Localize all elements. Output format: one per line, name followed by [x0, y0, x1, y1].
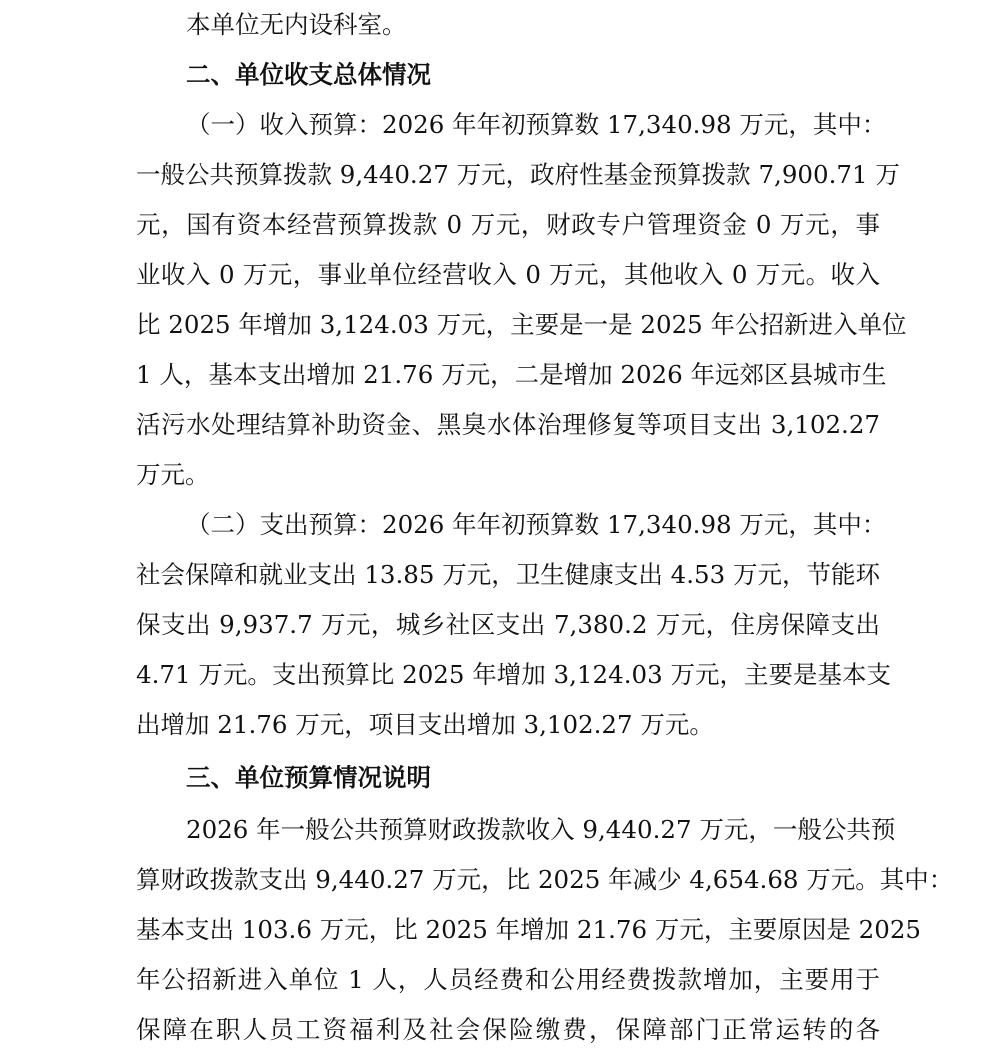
section-heading: 三、单位预算情况说明	[186, 763, 431, 792]
paragraph-line: 基本支出 103.6 万元，比 2025 年增加 21.76 万元，主要原因是 2025	[136, 915, 921, 944]
paragraph-line: 4.71 万元。支出预算比 2025 年增加 3,124.03 万元，主要是基本支	[136, 660, 891, 689]
paragraph-line: 业收入 0 万元，事业单位经营收入 0 万元，其他收入 0 万元。收入	[136, 260, 880, 289]
paragraph-line: 1 人，基本支出增加 21.76 万元，二是增加 2026 年远郊区县城市生	[136, 360, 887, 389]
paragraph-line: 活污水处理结算补助资金、黑臭水体治理修复等项目支出 3,102.27	[136, 410, 880, 439]
paragraph-line: 出增加 21.76 万元，项目支出增加 3,102.27 万元。	[136, 710, 714, 739]
paragraph-line: 元，国有资本经营预算拨款 0 万元，财政专户管理资金 0 万元，事	[136, 210, 880, 239]
paragraph-line: 一般公共预算拨款 9,440.27 万元，政府性基金预算拨款 7,900.71 万	[136, 160, 900, 189]
paragraph-line: 年公招新进入单位 1 人，人员经费和公用经费拨款增加，主要用于	[136, 965, 880, 994]
paragraph-line: （一）收入预算：2026 年年初预算数 17,340.98 万元，其中：	[186, 110, 887, 139]
section-heading: 二、单位收支总体情况	[186, 60, 431, 89]
paragraph-line: （二）支出预算：2026 年年初预算数 17,340.98 万元，其中：	[186, 510, 887, 539]
paragraph-line: 算财政拨款支出 9,440.27 万元，比 2025 年减少 4,654.68 万元。其中：	[136, 865, 954, 894]
paragraph-line: 保障在职人员工资福利及社会保险缴费，保障部门正常运转的各	[136, 1015, 880, 1044]
paragraph-line: 保支出 9,937.7 万元，城乡社区支出 7,380.2 万元，住房保障支出	[136, 610, 880, 639]
paragraph-line: 万元。	[136, 460, 210, 489]
paragraph-line: 2026 年一般公共预算财政拨款收入 9,440.27 万元，一般公共预	[186, 815, 896, 844]
paragraph-line: 本单位无内设科室。	[186, 10, 407, 39]
paragraph-line: 比 2025 年增加 3,124.03 万元，主要是一是 2025 年公招新进入单位	[136, 310, 907, 339]
paragraph-line: 社会保障和就业支出 13.85 万元，卫生健康支出 4.53 万元，节能环	[136, 560, 880, 589]
